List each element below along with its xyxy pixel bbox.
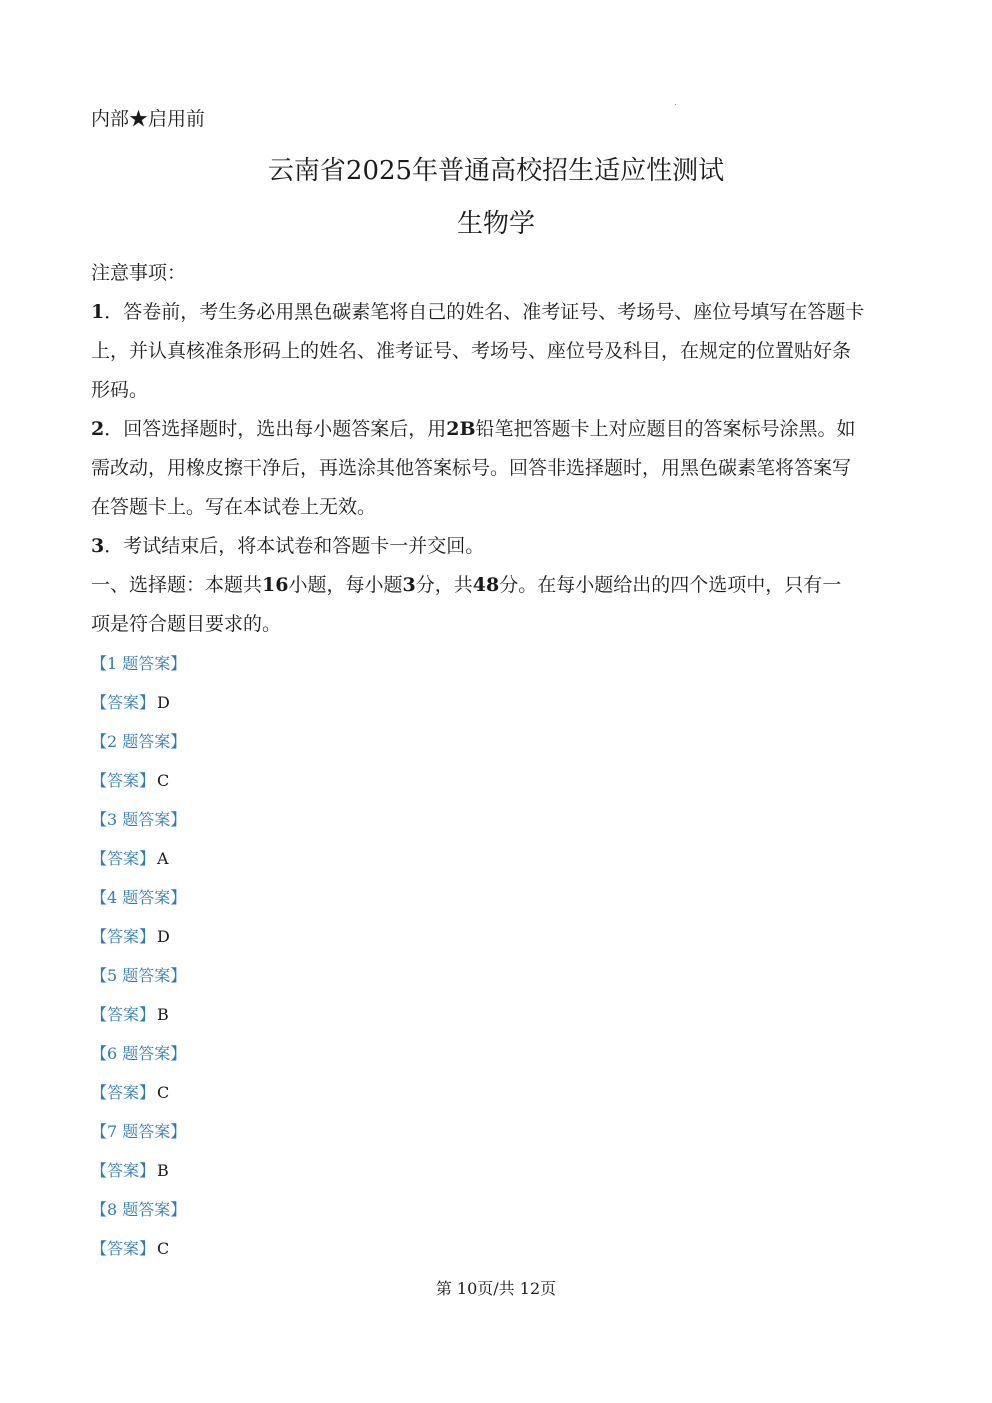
- answer-label: 【答案】: [91, 771, 156, 790]
- question-heading: 【7 题答案】: [91, 1122, 187, 1141]
- subject-title: 生物学: [456, 209, 535, 239]
- note-1-number: 1: [91, 301, 105, 323]
- answer-value: D: [157, 693, 170, 712]
- note-2-pencil: 2B: [446, 418, 476, 440]
- question-heading: 【3 题答案】: [91, 810, 187, 829]
- answer-value: B: [157, 1005, 169, 1024]
- answer-row-7: [91, 1151, 901, 1190]
- note-2-number: 2: [91, 418, 105, 440]
- question-label-3: [91, 800, 901, 839]
- answer-value: A: [157, 849, 169, 868]
- answer-list: [91, 644, 901, 1268]
- answer-row-5: [91, 995, 901, 1034]
- answer-value: C: [157, 1083, 170, 1102]
- section-1-points: 3: [402, 574, 416, 596]
- answer-label: 【答案】: [91, 927, 156, 946]
- note-3-line-1: [91, 527, 901, 566]
- section-1-line-2: 项是符合题目要求的。: [91, 613, 282, 635]
- note-2-text-c: 铅笔把答题卡上对应题目的答案标号涂黑。如: [475, 418, 856, 440]
- answer-label: 【答案】: [91, 693, 156, 712]
- exam-title: 云南省2025年普通高校招生适应性测试: [267, 156, 725, 186]
- question-label-8: [91, 1190, 901, 1229]
- note-1-text-1: ．答卷前，考生务必用黑色碳素笔将自己的姓名、准考证号、考场号、座位号填写在答题卡: [104, 301, 865, 323]
- question-heading: 【5 题答案】: [91, 966, 187, 985]
- document-body: [91, 254, 901, 1268]
- question-label-6: [91, 1034, 901, 1073]
- answer-value: B: [157, 1161, 169, 1180]
- answer-row-6: [91, 1073, 901, 1112]
- note-2-line-2: 需改动，用橡皮擦干净后，再选涂其他答案标号。回答非选择题时，用黑色碳素笔将答案写: [91, 457, 852, 479]
- question-label-1: [91, 644, 901, 683]
- question-label-5: [91, 956, 901, 995]
- section-1-count: 16: [262, 574, 289, 596]
- answer-value: D: [157, 927, 170, 946]
- answer-label: 【答案】: [91, 1083, 156, 1102]
- classification-label: 内部★启用前: [91, 108, 206, 130]
- section-1-p4: 分。在每小题给出的四个选项中，只有一: [499, 574, 842, 596]
- question-heading: 【1 题答案】: [91, 654, 187, 673]
- answer-row-3: [91, 839, 901, 878]
- answer-row-4: [91, 917, 901, 956]
- answer-row-8: [91, 1229, 901, 1268]
- answer-label: 【答案】: [91, 1239, 156, 1258]
- answer-value: C: [157, 1239, 170, 1258]
- page-number: 第 10页/共 12页: [435, 1279, 557, 1298]
- section-1-line-1: [91, 566, 901, 605]
- note-2-text-a: ．回答选择题时，选出每小题答案后，用: [104, 418, 447, 440]
- answer-label: 【答案】: [91, 1005, 156, 1024]
- answer-label: 【答案】: [91, 849, 156, 868]
- question-heading: 【4 题答案】: [91, 888, 187, 907]
- note-1-line-3: 形码。: [91, 379, 149, 401]
- note-1-line-1: [91, 293, 901, 332]
- answer-row-1: [91, 683, 901, 722]
- answer-label: 【答案】: [91, 1161, 156, 1180]
- section-1-p1: 一、选择题：本题共: [91, 574, 263, 596]
- answer-row-2: [91, 761, 901, 800]
- question-label-4: [91, 878, 901, 917]
- question-label-7: [91, 1112, 901, 1151]
- question-heading: 【8 题答案】: [91, 1200, 187, 1219]
- note-1-line-2: 上，并认真核准条形码上的姓名、准考证号、考场号、座位号及科目，在规定的位置贴好条: [91, 340, 852, 362]
- section-1-p2: 小题，每小题: [288, 574, 403, 596]
- notes-heading: 注意事项：: [91, 262, 187, 284]
- question-label-2: [91, 722, 901, 761]
- note-3-text: ．考试结束后，将本试卷和答题卡一并交回。: [104, 535, 485, 557]
- note-2-line-1: [91, 410, 901, 449]
- note-3-number: 3: [91, 535, 105, 557]
- scan-speck: [675, 104, 676, 105]
- note-2-line-3: 在答题卡上。写在本试卷上无效。: [91, 496, 377, 518]
- question-heading: 【6 题答案】: [91, 1044, 187, 1063]
- question-heading: 【2 题答案】: [91, 732, 187, 751]
- section-1-total: 48: [472, 574, 500, 596]
- section-1-p3: 分，共: [415, 574, 473, 596]
- answer-value: C: [157, 771, 170, 790]
